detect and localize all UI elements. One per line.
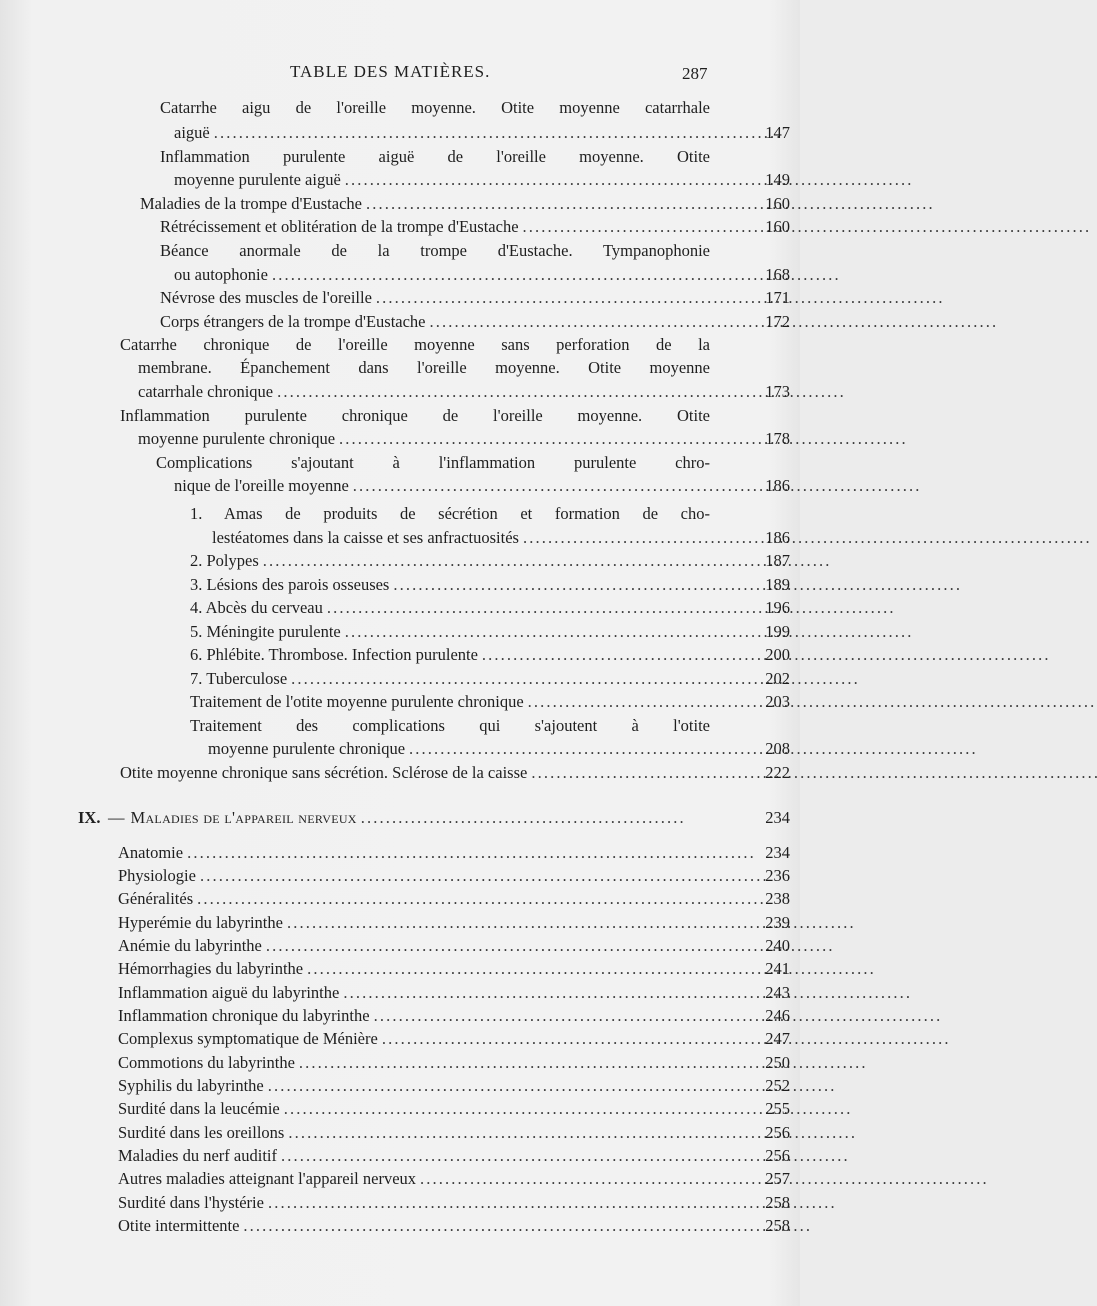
page-header: [0, 62, 800, 86]
toc-line: Béance anormale de la trompe d'Eustache. Tympanophonie: [160, 241, 710, 260]
chapter-dash: —: [108, 808, 125, 827]
toc-line: Corps étrangers de la trompe d'Eustache . . . 172: [160, 311, 710, 333]
toc-line: Autres maladies atteignant l'appareil nerveux . . . 257: [118, 1168, 710, 1190]
toc-line: 6. Phlébite. Thrombose. Infection purulente . . . 200: [190, 644, 710, 666]
toc-line: Traitement des complications qui s'ajoutent à l'otite: [190, 716, 710, 735]
toc-line: Surdité dans les oreillons . . . 256: [118, 1122, 710, 1144]
toc-line: Inflammation chronique du labyrinthe . . . 246: [118, 1005, 710, 1027]
toc-line: Catarrhe aigu de l'oreille moyenne. Otite moyenne catarrhale: [160, 98, 710, 117]
toc-line: Physiologie . . . 236: [118, 865, 710, 887]
toc-line: 5. Méningite purulente . . . 199: [190, 621, 710, 643]
toc-line: moyenne purulente chronique . . . 178: [138, 428, 710, 450]
toc-line: 1. Amas de produits de sécrétion et formation de cho-: [190, 504, 710, 523]
toc-line: Anémie du labyrinthe . . . 240: [118, 935, 710, 957]
toc-line: lestéatomes dans la caisse et ses anfractuosités . . . 186: [212, 527, 710, 549]
toc-line: Névrose des muscles de l'oreille . . . 171: [160, 287, 710, 309]
toc-line: Maladies de la trompe d'Eustache . . . 160: [140, 193, 710, 215]
toc-line: Anatomie . . . 234: [118, 842, 710, 864]
chapter-title: Maladies de l'appareil nerveux: [130, 808, 357, 827]
toc-line: Hyperémie du labyrinthe . . . 239: [118, 912, 710, 934]
toc-line: Complications s'ajoutant à l'inflammation purulente chro-: [156, 453, 710, 472]
chapter-page: 234: [765, 808, 790, 827]
toc-line: membrane. Épanchement dans l'oreille moyenne. Otite moyenne: [138, 358, 710, 377]
toc-line: Syphilis du labyrinthe . . . 252: [118, 1075, 710, 1097]
toc-line: moyenne purulente aiguë . . . 149: [174, 169, 710, 191]
toc-line: moyenne purulente chronique . . . 208: [208, 738, 710, 760]
toc-line: Otite moyenne chronique sans sécrétion. Sclérose de la caisse . . . 222: [120, 762, 710, 784]
toc-line: Rétrécissement et oblitération de la trompe d'Eustache . . . 160: [160, 216, 710, 238]
toc-line: catarrhale chronique . . . 173: [138, 381, 710, 403]
running-title: TABLE DES MATIÈRES.: [290, 62, 491, 81]
toc-line: aiguë . . . 147: [174, 122, 710, 144]
chapter-heading: [78, 808, 790, 830]
toc-line: Maladies du nerf auditif . . . 256: [118, 1145, 710, 1167]
toc-line: Inflammation aiguë du labyrinthe . . . 243: [118, 982, 710, 1004]
toc-line: Surdité dans l'hystérie . . . 258: [118, 1192, 710, 1214]
toc-line: Traitement de l'otite moyenne purulente chronique . . . 203: [190, 691, 710, 713]
toc-line: Commotions du labyrinthe . . . 250: [118, 1052, 710, 1074]
toc-line: 2. Polypes . . . 187: [190, 550, 710, 572]
toc-line: Hémorrhagies du labyrinthe . . . 241: [118, 958, 710, 980]
toc-line: nique de l'oreille moyenne . . . 186: [174, 475, 710, 497]
toc-line: Généralités . . . 238: [118, 888, 710, 910]
toc-line: Surdité dans la leucémie . . . 255: [118, 1098, 710, 1120]
toc-line: Inflammation purulente chronique de l'oreille moyenne. Otite: [120, 406, 710, 425]
toc-line: 7. Tuberculose . . . 202: [190, 668, 710, 690]
toc-line: ou autophonie . . . 168: [174, 264, 710, 286]
toc-line: Catarrhe chronique de l'oreille moyenne sans perforation de la: [120, 335, 710, 354]
page-number: 287: [682, 64, 708, 83]
chapter-number: IX.: [78, 808, 101, 827]
toc-line: Otite intermittente . . . 258: [118, 1215, 710, 1237]
toc-line: Complexus symptomatique de Ménière . . . 247: [118, 1028, 710, 1050]
toc-line: 4. Abcès du cerveau . . . 196: [190, 597, 710, 619]
toc-line: Inflammation purulente aiguë de l'oreille moyenne. Otite: [160, 147, 710, 166]
toc-line: 3. Lésions des parois osseuses . . . 189: [190, 574, 710, 596]
